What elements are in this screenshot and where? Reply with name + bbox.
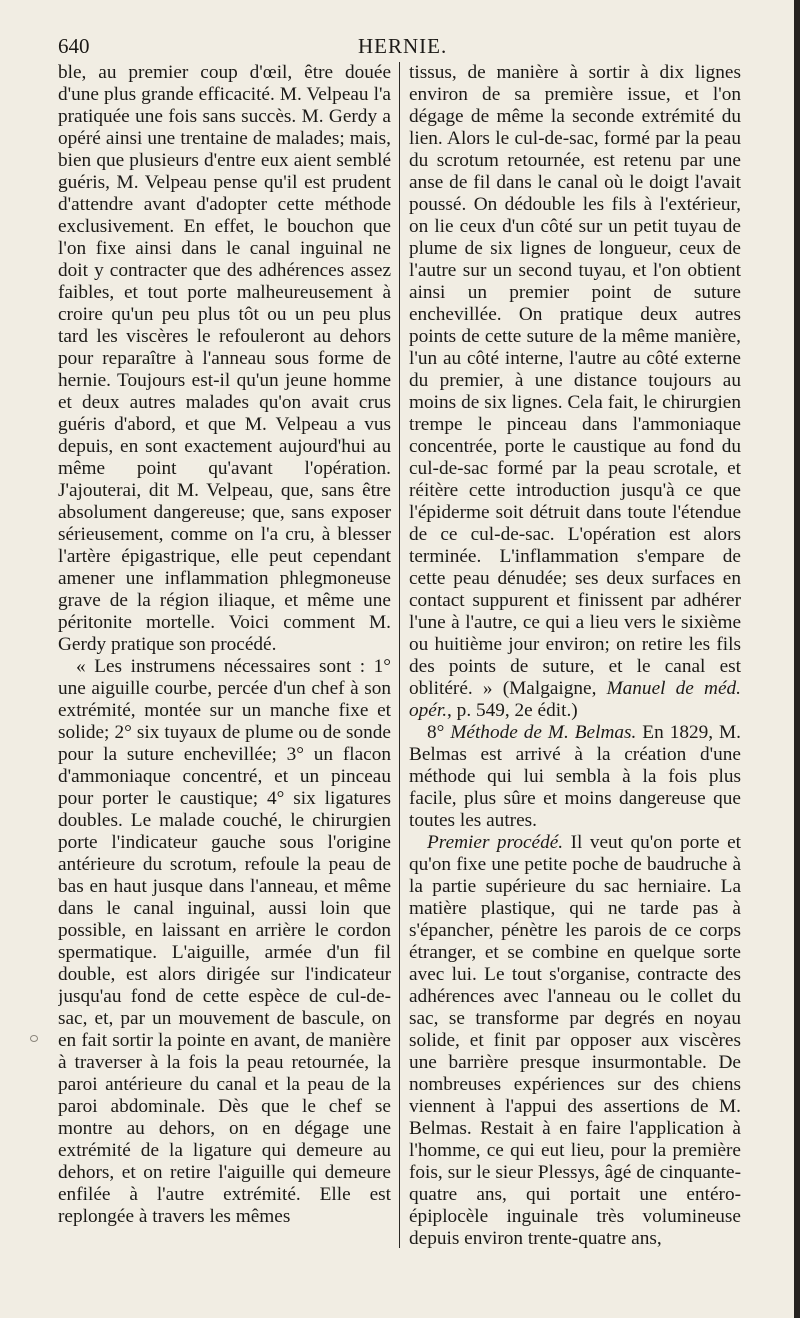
left-column [58,62,391,1252]
paragraph-text: En 1829, M. Belmas est arrivé à la création d'une méthode qui lui sembla à la fois plus facile, plus sûre et moins dangereuse que toutes les autres. [409,722,741,831]
running-head: HERNIE. [358,34,448,58]
section-title: Méthode de M. Belmas. [450,722,637,743]
ink-spot [30,1035,38,1042]
section-number: 8° [427,722,451,743]
page-number: 640 [58,34,90,58]
column-divider [399,62,400,1248]
page-header [58,30,738,60]
paragraph [409,722,741,832]
paragraph [409,832,741,1250]
paragraph: « Les instrumens nécessaires sont : 1° une aiguille courbe, percée d'un chef à son extrémité, montée sur un manche fixe et solide; 2° six tuyaux de plume ou de sonde pour la suture enchevillée; 3° un flacon d'ammoniaque concentré, et un pinceau pour porter le caustique; 4° six ligatures doubles. Le malade couché, le chirurgien porte l'indicateur gauche sous l'origine antérieure du scrotum, refoule la peau de bas en haut jusque dans l'anneau, et même dans le canal inguinal, aussi loin que possible, en laissant en arrière le cordon spermatique. L'aiguille, armée d'un fil double, est alors dirigée sur l'indicateur jusqu'au fond de cette espèce de cul-de-sac, et, par un mouvement de bascule, on en fait sortir la pointe en avant, de manière à traverser à la fois la peau retournée, la paroi antérieure du canal et la peau de la paroi abdominale. Dès que le chef se montre au dehors, on en dégage une extrémité de la ligature qui demeure au dehors, et on retire l'aiguille qui demeure enfilée à l'autre extrémité. Elle est replongée à travers les mêmes [58,656,391,1227]
right-column [409,62,741,1252]
subsection-title: Premier procédé. [427,832,564,853]
paragraph: ble, au premier coup d'œil, être douée d'une plus grande efficacité. M. Velpeau l'a pratiquée une fois sans succès. M. Gerdy a opéré ainsi une trentaine de malades; mais, bien que plusieurs d'entre eux aient semblé guéris, M. Velpeau pense qu'il est prudent d'attendre avant d'adopter cette méthode exclusivement. En effet, le bouchon que l'on fixe ainsi dans le canal inguinal ne doit y contracter que des adhérences assez faibles, et tout porte malheureusement à croire qu'un peu plus tôt ou un peu plus tard les viscères le refouleront au dehors pour reparaître à l'anneau sous forme de hernie. Toujours est-il qu'un jeune homme et deux autres malades qu'on avait crus guéris d'abord, et que M. Velpeau a vus depuis, en sont exactement aujourd'hui au même point qu'avant l'opération. J'ajouterai, dit M. Velpeau, que, sans être absolument dangereuse; que, sans exposer sérieusement, comme on l'a cru, à blesser l'artère épigastrique, elle peut cependant amener une inflammation phlegmoneuse grave de la région iliaque, et même une péritonite mortelle. Voici comment M. Gerdy pratique son procédé. [58,62,391,655]
citation-detail: , p. 549, 2e édit.) [447,700,578,721]
paragraph-text: tissus, de manière à sortir à dix lignes environ de sa première issue, et l'on dégage de même la seconde extrémité du lien. Alors le cul-de-sac, formé par la peau du scrotum retournée, est retenu par une anse de fil dans le canal où le doigt l'avait poussé. On dédouble les fils à l'extérieur, on lie ceux d'un côté sur un petit tuyau de plume de six lignes de longueur, ceux de l'autre sur un second tuyau, et l'on obtient ainsi un premier point de suture enchevillée. On pratique deux autres points de cette suture de la même manière, l'un au côté interne, l'autre au côté externe du premier, à une distance toujours au moins de six lignes. Cela fait, le chirurgien trempe le pinceau dans l'ammoniaque concentrée, porte le caustique au fond du cul-de-sac formé par la peau scrotale, et réitère cette introduction jusqu'à ce que l'épiderme soit détruit dans toute l'étendue de ce cul-de-sac. L'opération est alors terminée. L'inflammation s'empare de cette peau dénudée; ses deux surfaces en contact suppurent et finissent par adhérer l'une à l'autre, ce qui a lieu vers le sixième ou huitième jour environ; on retire les fils des points de suture, et le canal est oblitéré. » (Malgaigne, [409,62,741,699]
page-edge-shadow [794,0,800,1318]
paragraph-text: Il veut qu'on porte et qu'on fixe une petite poche de baudruche à la partie supérieure du sac herniaire. La matière plastique, qui ne tarde pas à s'épancher, pénètre les parois de ce corps étranger, et se combine en quelque sorte avec lui. Le tout s'organise, contracte des adhérences avec l'anneau ou le collet du sac, se transforme par degrés en noyau solide, et finit par opposer aux viscères une barrière presque insurmontable. De nombreuses expériences sur des chiens viennent à l'appui des assertions de M. Belmas. Restait à en faire l'application à l'homme, ce qui eut lieu, pour la première fois, sur le sieur Plessys, âgé de cinquante-quatre ans, qui portait une entéro-épiplocèle inguinale très volumineuse depuis environ trente-quatre ans, [409,832,741,1249]
paragraph [409,62,741,722]
citation-title: Manuel de méd. opér. [409,678,741,721]
